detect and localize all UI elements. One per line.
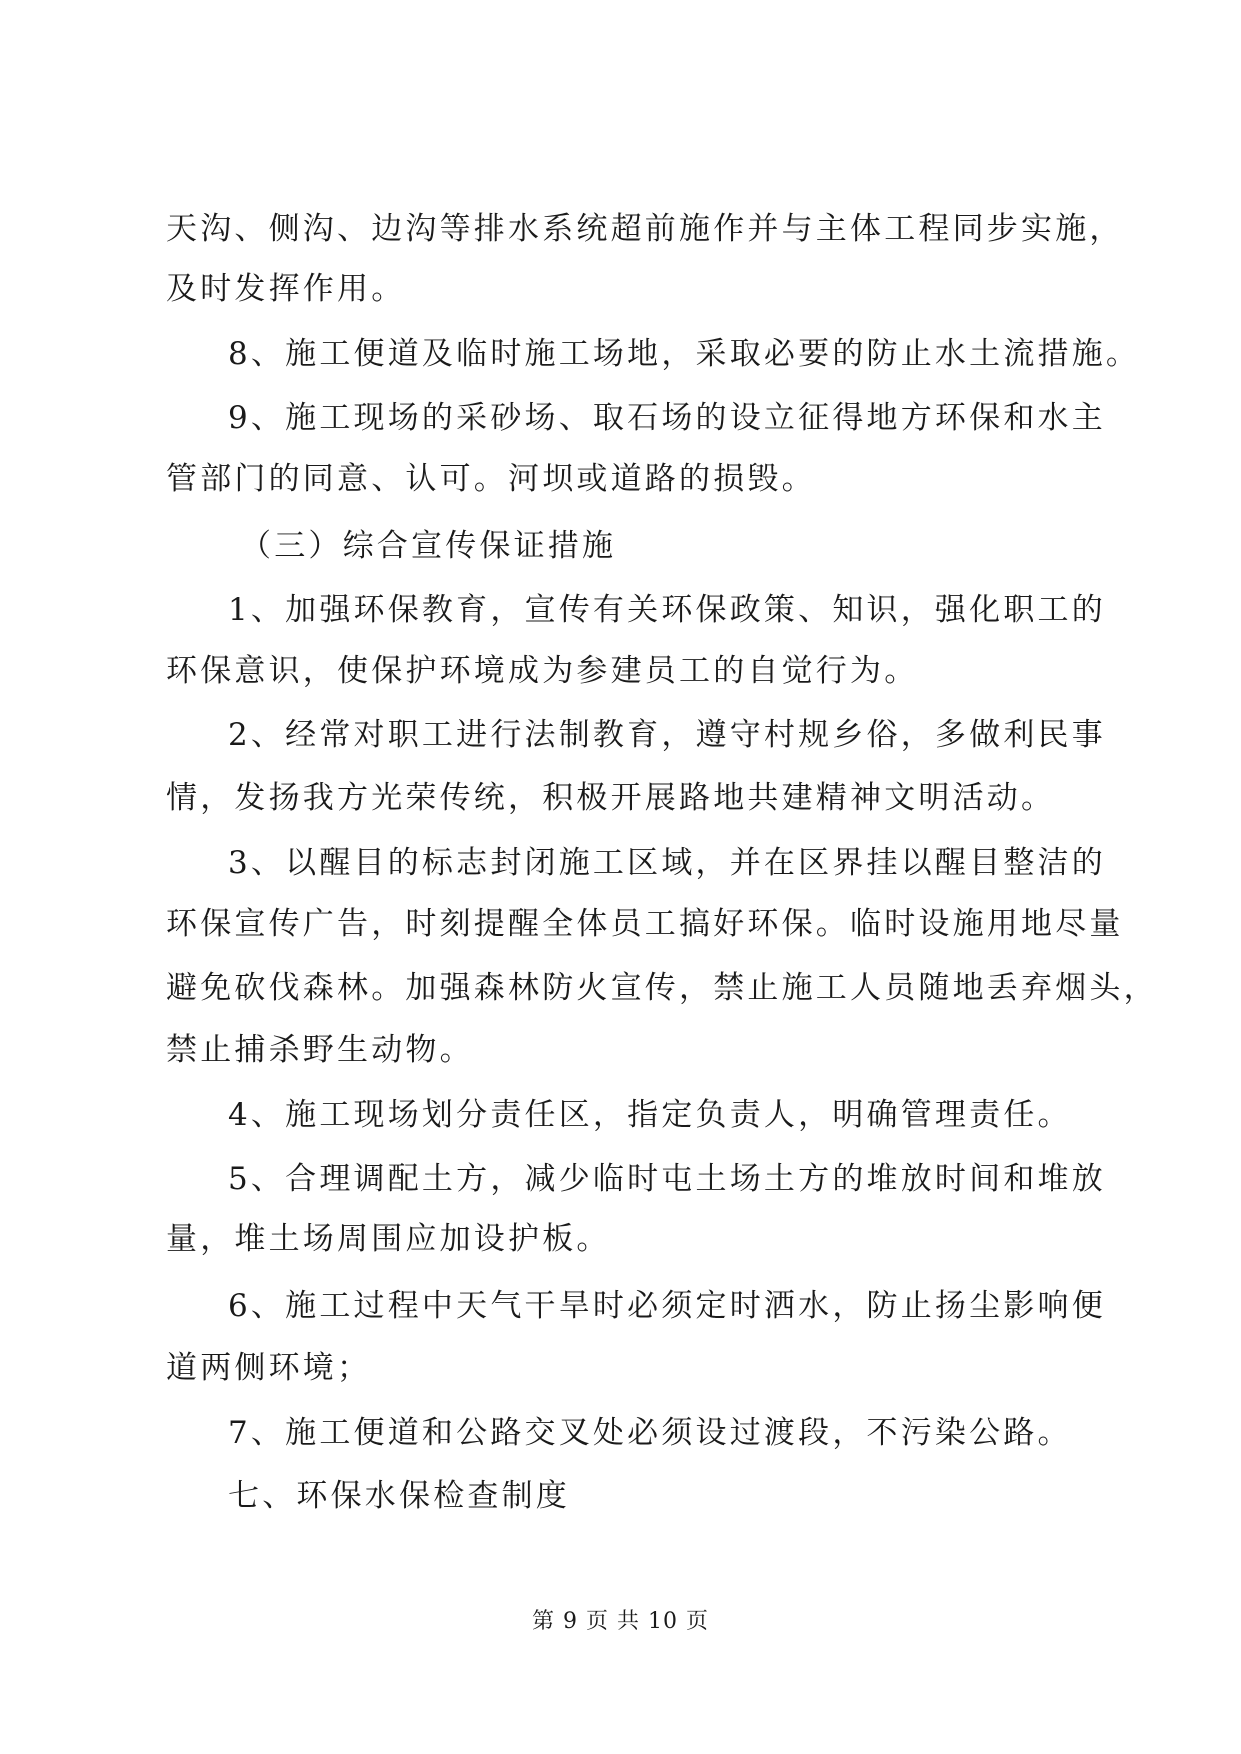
- text-line: 环保宣传广告，时刻提醒全体员工搞好环保。临时设施用地尽量: [166, 906, 1124, 942]
- page-number-footer: 第 9 页 共 10 页: [532, 1609, 709, 1634]
- text-line: 环保意识，使保护环境成为参建员工的自觉行为。: [166, 653, 919, 689]
- text-line: 避免砍伐森林。加强森林防火宣传，禁止施工人员随地丢弃烟头，: [166, 970, 1158, 1006]
- text-line: 8、施工便道及临时施工场地，采取必要的防止水土流措施。: [228, 336, 1141, 372]
- text-line: 道两侧环境；: [166, 1350, 372, 1386]
- section-heading: （三）综合宣传保证措施: [240, 528, 617, 564]
- text-line: 9、施工现场的采砂场、取石场的设立征得地方环保和水主: [228, 400, 1106, 436]
- text-line: 2、经常对职工进行法制教育，遵守村规乡俗，多做利民事: [228, 717, 1106, 753]
- text-line: 量，堆土场周围应加设护板。: [166, 1221, 611, 1257]
- text-line: 3、以醒目的标志封闭施工区域，并在区界挂以醒目整洁的: [228, 845, 1106, 881]
- text-line: 6、施工过程中天气干旱时必须定时洒水，防止扬尘影响便: [228, 1288, 1106, 1324]
- text-line: 及时发挥作用。: [166, 271, 406, 307]
- text-line: 7、施工便道和公路交叉处必须设过渡段，不污染公路。: [228, 1415, 1072, 1451]
- section-heading: 七、环保水保检查制度: [228, 1478, 570, 1514]
- text-line: 禁止捕杀野生动物。: [166, 1032, 474, 1068]
- text-line: 情，发扬我方光荣传统，积极开展路地共建精神文明活动。: [166, 780, 1056, 816]
- text-line: 1、加强环保教育，宣传有关环保政策、知识，强化职工的: [228, 592, 1106, 628]
- text-line: 4、施工现场划分责任区，指定负责人，明确管理责任。: [228, 1097, 1072, 1133]
- text-line: 管部门的同意、认可。河坝或道路的损毁。: [166, 461, 816, 497]
- text-line: 5、合理调配土方，减少临时屯土场土方的堆放时间和堆放: [228, 1161, 1106, 1197]
- text-line: 天沟、侧沟、边沟等排水系统超前施作并与主体工程同步实施，: [166, 211, 1124, 247]
